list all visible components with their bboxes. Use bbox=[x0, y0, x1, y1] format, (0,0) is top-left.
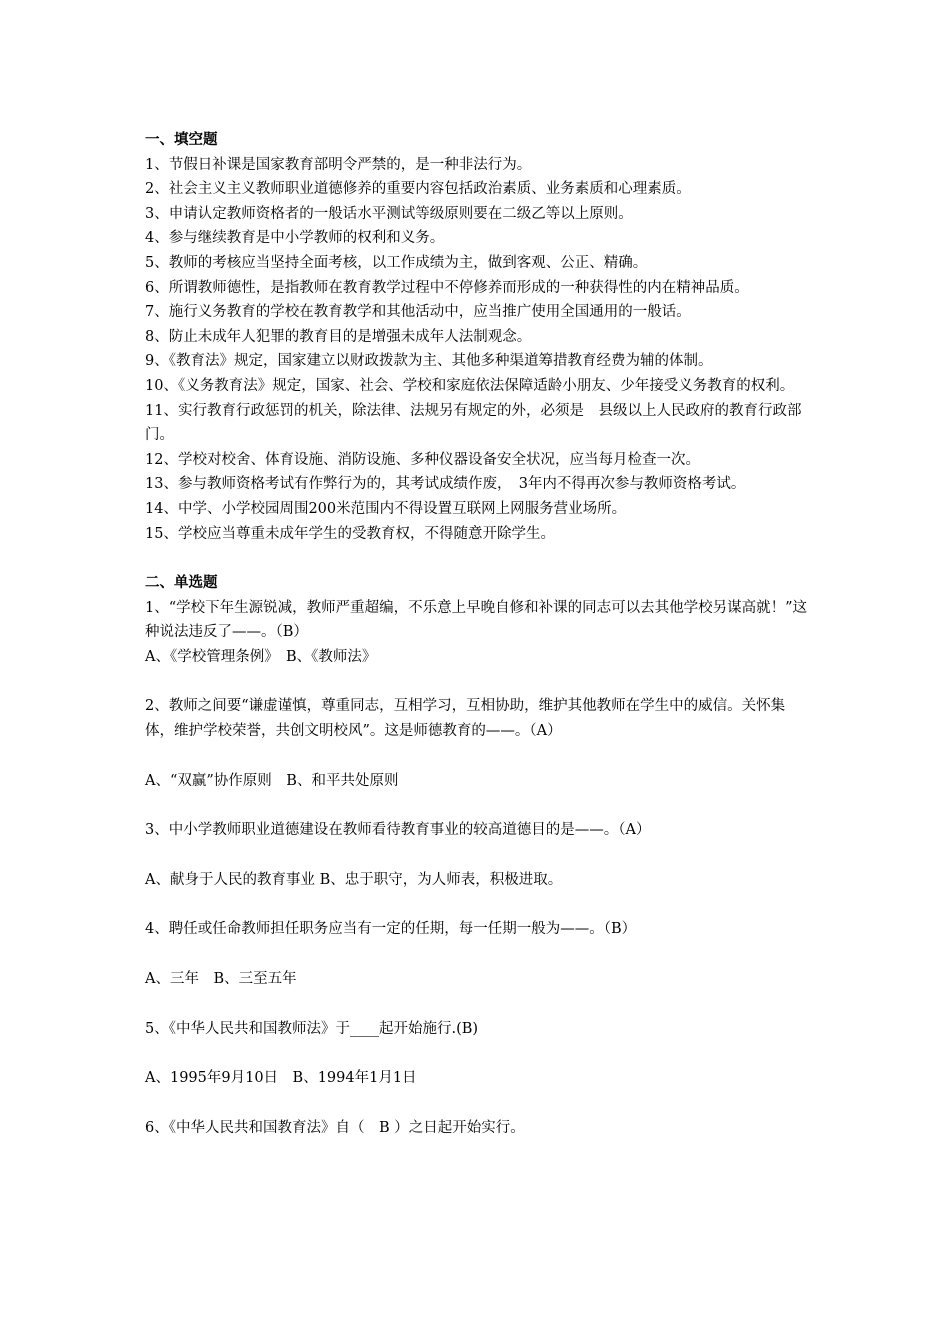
question-text: 4、聘任或任命教师担任职务应当有一定的任期，每一任期一般为——。（B） bbox=[145, 921, 637, 938]
question-options: A、“双赢”协作原则 B、和平共处原则 bbox=[145, 772, 399, 789]
fill-item: 10、《义务教育法》规定，国家、社会、学校和家庭依法保障适龄小朋友、少年接受义务教育的权利。 bbox=[145, 377, 795, 394]
section-heading-single-choice: 二、单选题 bbox=[145, 574, 218, 592]
fill-item: 7、施行义务教育的学校在教育教学和其他活动中，应当推广使用全国通用的一般话。 bbox=[145, 304, 691, 321]
fill-item: 12、学校对校舍、体育设施、消防设施、多种仪器设备安全状况，应当每月检查一次。 bbox=[145, 451, 700, 468]
fill-item: 11、实行教育行政惩罚的机关，除法律、法规另有规定的外，必须是 县级以上人民政府的教育行政部门。 bbox=[145, 402, 802, 444]
fill-item: 14、中学、小学校园周围200米范围内不得设置互联网上网服务营业场所。 bbox=[145, 500, 627, 517]
question-text: 6、《中华人民共和国教育法》自（ B ）之日起开始实行。 bbox=[145, 1119, 525, 1136]
question-options: A、1995年9月10日 B、1994年1月1日 bbox=[145, 1070, 417, 1087]
fill-item: 5、教师的考核应当坚持全面考核，以工作成绩为主，做到客观、公正、精确。 bbox=[145, 254, 648, 271]
fill-item: 1、节假日补课是国家教育部明令严禁的，是一种非法行为。 bbox=[145, 156, 532, 173]
question-text: 2、教师之间要“谦虚谨慎，尊重同志，互相学习，互相协助，维护其他教师在学生中的威信。关怀集体，维护学校荣誉，共创文明校风”。这是师德教育的——。（A） bbox=[145, 698, 786, 740]
question-text: 5、《中华人民共和国教师法》于____起开始施行.(B) bbox=[145, 1020, 479, 1037]
question-text: 1、“学校下年生源锐减，教师严重超编，不乐意上早晚自修和补课的同志可以去其他学校另谋高就！”这种说法违反了——。（B） bbox=[145, 599, 808, 641]
question-options: A、献身于人民的教育事业 B、忠于职守，为人师表，积极进取。 bbox=[145, 871, 563, 888]
fill-item: 8、防止未成年人犯罪的教育目的是增强未成年人法制观念。 bbox=[145, 328, 532, 345]
fill-item: 4、参与继续教育是中小学教师的权利和义务。 bbox=[145, 230, 445, 247]
fill-item: 9、《教育法》规定，国家建立以财政拨款为主、其他多种渠道筹措教育经费为辅的体制。 bbox=[145, 353, 713, 370]
fill-item: 6、所谓教师德性，是指教师在教育教学过程中不停修养而形成的一种获得性的内在精神品质。 bbox=[145, 279, 749, 296]
document-content bbox=[145, 128, 810, 1140]
question-text: 3、中小学教师职业道德建设在教师看待教育事业的较高道德目的是——。（A） bbox=[145, 822, 651, 839]
question-options: A、三年 B、三至五年 bbox=[145, 971, 297, 988]
fill-item: 15、学校应当尊重未成年学生的受教育权，不得随意开除学生。 bbox=[145, 525, 555, 542]
fill-item: 13、参与教师资格考试有作弊行为的，其考试成绩作废， 3年内不得再次参与教师资格考试。 bbox=[145, 476, 746, 493]
section-heading-fill-blank: 一、填空题 bbox=[145, 131, 218, 148]
question-options: A、《学校管理条例》 B、《教师法》 bbox=[145, 648, 377, 665]
fill-item: 3、申请认定教师资格者的一般话水平测试等级原则要在二级乙等以上原则。 bbox=[145, 205, 633, 222]
fill-item: 2、社会主义主义教师职业道德修养的重要内容包括政治素质、业务素质和心理素质。 bbox=[145, 181, 691, 198]
